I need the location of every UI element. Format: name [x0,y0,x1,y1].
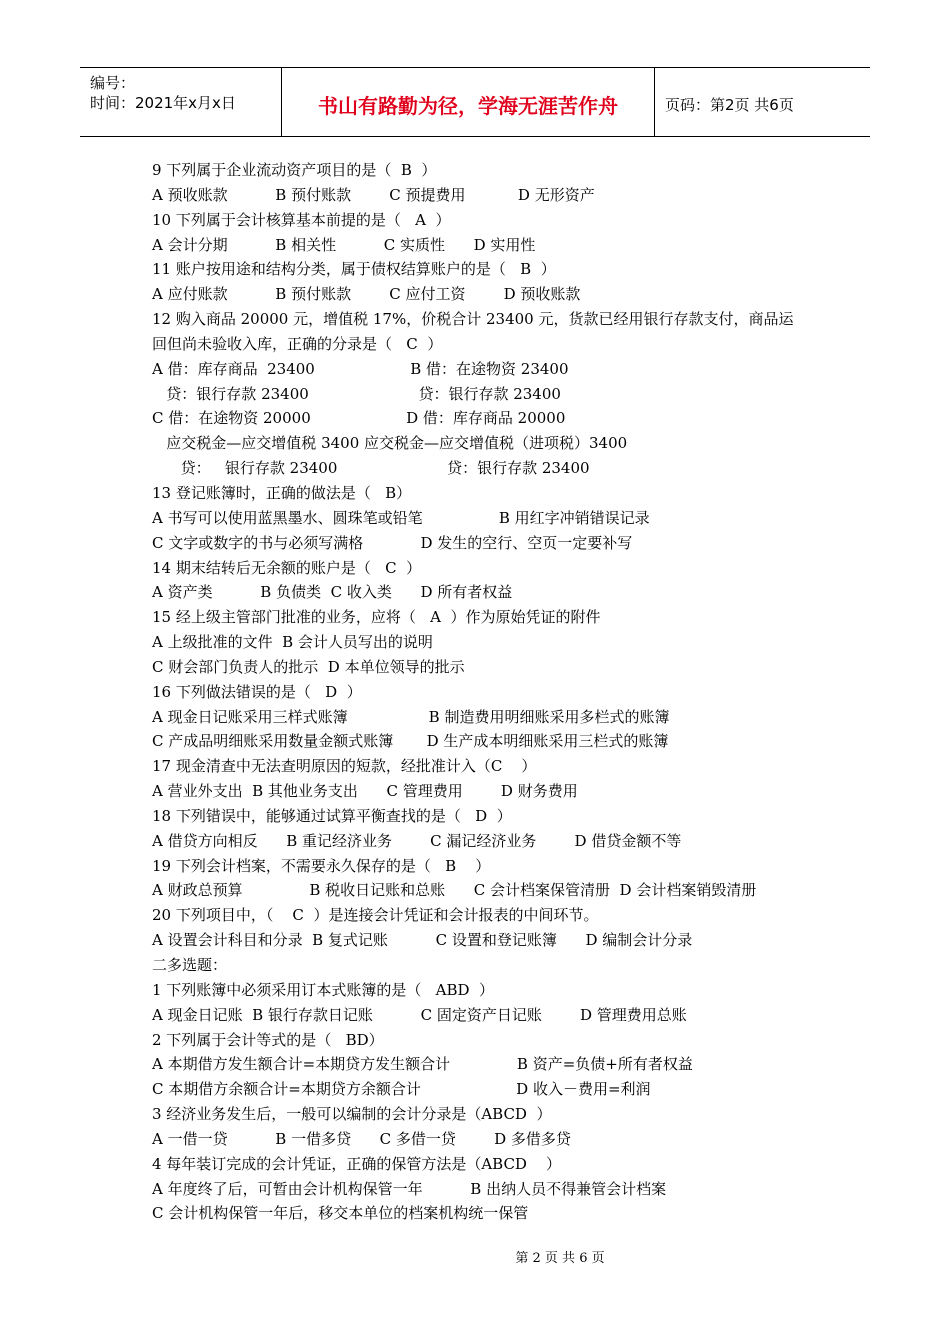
page-footer [0,1247,950,1266]
text-line: A 财政总预算 B 税收日记账和总账 C 会计档案保管清册 D 会计档案销毁清册 [152,881,757,900]
text-line: A 会计分期 B 相关性 C 实质性 D 实用性 [152,235,536,254]
text-line: C 财会部门负责人的批示 D 本单位领导的批示 [152,657,465,676]
text-line: C 会计机构保管一年后，移交本单位的档案机构统一保管 [152,1204,529,1223]
text-line: 15 经上级主管部门批准的业务，应将（ A ）作为原始凭证的附件 [152,608,601,627]
text-line: A 上级批准的文件 B 会计人员写出的说明 [152,633,433,652]
text-line: 2 下列属于会计等式的是（ BD） [152,1030,384,1049]
text-line: A 本期借方发生额合计=本期贷方发生额合计 B 资产=负债+所有者权益 [152,1055,693,1074]
text-line: 4 每年装订完成的会计凭证，正确的保管方法是（ABCD ） [152,1154,562,1173]
text-line: 16 下列做法错误的是（ D ） [152,682,362,701]
text-line: 17 现金清查中无法查明原因的短款，经批准计入（C ） [152,757,537,776]
document-body [152,158,842,1226]
footer-page-number: 第 2 页 共 6 页 [515,1251,605,1266]
text-line: 应交税金—应交增值税 3400 应交税金—应交增值税（进项税）3400 [152,434,628,453]
text-line: A 预收账款 B 预付账款 C 预提费用 D 无形资产 [152,185,595,204]
text-line: 9 下列属于企业流动资产项目的是（ B ） [152,161,437,179]
text-line: A 年度终了后，可暂由会计机构保管一年 B 出纳人员不得兼管会计档案 [152,1179,667,1198]
text-line: 20 下列项目中，（ C ）是连接会计凭证和会计报表的中间环节。 [152,906,599,925]
text-line: A 借：库存商品 23400 B 借：在途物资 23400 [152,359,569,378]
header-left-cell [80,68,282,136]
text-line: A 设置会计科目和分录 B 复式记账 C 设置和登记账簿 D 编制会计分录 [152,931,693,950]
text-line: 1 下列账簿中必须采用订本式账簿的是（ ABD ） [152,980,495,999]
text-line: 14 期末结转后无余额的账户是（ C ） [152,558,422,577]
text-line: A 一借一贷 B 一借多贷 C 多借一贷 D 多借多贷 [152,1129,571,1148]
text-line: 3 经济业务发生后，一般可以编制的会计分录是（ABCD ） [152,1105,552,1124]
text-line: A 书写可以使用蓝黑墨水、圆珠笔或铅笔 B 用红字冲销错误记录 [152,508,650,527]
text-line: 18 下列错误中，能够通过试算平衡查找的是（ D ） [152,806,512,825]
header-page-cell [655,68,870,136]
text-line: 回但尚未验收入库，正确的分录是（ C ） [152,334,443,353]
text-line: 11 账户按用途和结构分类，属于债权结算账户的是（ B ） [152,260,556,279]
text-line: C 产成品明细账采用数量金额式账簿 D 生产成本明细账采用三栏式的账簿 [152,732,669,751]
page-header [80,67,870,137]
text-line: A 现金日记账采用三样式账簿 B 制造费用明细账采用多栏式的账簿 [152,707,670,726]
document-number-label: 编号： [90,74,136,92]
text-line: C 文字或数字的书与必须写满格 D 发生的空行、空页一定要补写 [152,533,633,552]
document-date-label: 时间：2021年x月x日 [90,94,236,112]
text-line: 二多选题： [152,956,228,974]
text-line: 13 登记账簿时，正确的做法是（ B） [152,483,412,502]
text-line: 贷：银行存款 23400 贷：银行存款 23400 [152,384,561,403]
text-line: A 资产类 B 负债类 C 收入类 D 所有者权益 [152,583,513,602]
text-line: A 现金日记账 B 银行存款日记账 C 固定资产日记账 D 管理费用总账 [152,1005,687,1024]
page-info: 页码：第2页 共6页 [665,96,794,114]
motto-text: 书山有路勤为径，学海无涯苦作舟 [318,94,618,118]
text-line: C 本期借方余额合计=本期贷方余额合计 D 收入－费用=利润 [152,1080,651,1099]
text-line: 12 购入商品 20000 元，增值税 17%，价税合计 23400 元，货款已经用银行存款支付，商品运 [152,310,794,329]
text-line: 19 下列会计档案，不需要永久保存的是（ B ） [152,856,491,875]
text-line: A 借贷方向相反 B 重记经济业务 C 漏记经济业务 D 借贷金额不等 [152,831,682,850]
header-motto-cell [282,68,655,136]
text-line: 10 下列属于会计核算基本前提的是（ A ） [152,210,451,229]
text-line: 贷： 银行存款 23400 贷：银行存款 23400 [152,459,590,478]
text-line: A 应付账款 B 预付账款 C 应付工资 D 预收账款 [152,285,581,304]
text-line: A 营业外支出 B 其他业务支出 C 管理费用 D 财务费用 [152,782,578,801]
text-line: C 借：在途物资 20000 D 借：库存商品 20000 [152,409,566,428]
